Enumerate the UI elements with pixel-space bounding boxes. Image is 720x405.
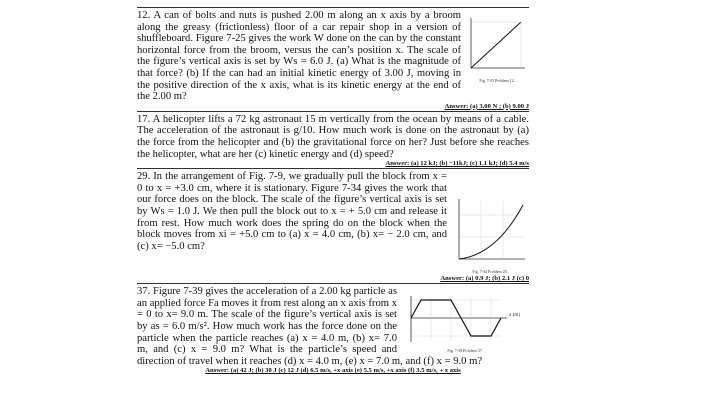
problem-12 — [137, 8, 529, 111]
figure-7-25 — [465, 12, 529, 82]
figure-7-39-caption: Fig. 7-39 Problem 37. — [447, 347, 483, 353]
problem-12-answer: Answer: (a) 3.00 N ; (b) 9.00 J — [444, 102, 529, 110]
problem-29-text: 29. In the arrangement of Fig. 7-9, we gradually pull the block from x = 0 to x = +3.0 cm, where it is stationary. Figure 7-34 gives the work that our force does on the block. The scale of the figure’s vertical axis is set by Ws = 1.0 J. We then pull the block out to x = + 5.0 cm and release it from rest. How much work does the spring do on the block when the block moves from xi = +5.0 cm to (a) x = 4.0 cm, (b) x= − 2.0 cm, and (c) x= −5.0 cm? — [137, 171, 447, 252]
document-page — [137, 7, 529, 375]
problem-29-answer: Answer: (a) 0.9 J; (b) 2.1 J (c) 0 — [440, 275, 529, 283]
problem-12-text: 12. A can of bolts and nuts is pushed 2.00 m along an x axis by a broom along the greasy (frictionless) floor of a car repair shop in a version of shuffleboard. Figure 7-25 gives the work W done on the can by the constant horizontal force from the broom, versus the can’s position x. The scale of the figure’s vertical axis is set by Ws = 6.0 J. (a) What is the magnitude of that force? (b) If the can had an initial kinetic energy of 3.00 J, moving in the positive direction of the x axis, what is its kinetic energy at the end of the 2.00 m? — [137, 10, 461, 103]
figure-7-25-caption: Fig. 7-25 Problem 12. — [479, 77, 515, 83]
figure-7-25-graph — [465, 12, 529, 74]
problem-17-answer: Answer: (a) 12 kJ; (b) −11kJ; (c) 1.1 kJ; (d) 5.4 m/s — [385, 160, 529, 168]
problem-37-text: 37. Figure 7-39 gives the acceleration of a 2.00 kg particle as an applied force Fa moves it from rest along an x axis from x = 0 to x= 9.0 m. The scale of the figure’s vertical axis is set by as = 6.0 m/s². How much work has the force done on the particle when the particle reaches (a) x = 4.0 m, (b) x= 7.0 m, and (c) x = 9.0 m? What is the particle’s speed and direction of travel when it reaches (d) x = 4.0 m, (e) x = 7.0 m, and (f) x = 9.0 m? — [137, 286, 483, 367]
figure-7-39-graph — [401, 292, 529, 344]
problem-37-answer: Answer: (a) 42 J; (b) 30 J (c) 12 J (d) 6.5 m/s, +x axis (e) 5.5 m/s, +x axis (f) 3.5 m/s, + x axis — [205, 367, 461, 375]
figure-7-34 — [451, 193, 529, 275]
figure-7-34-caption: Fig. 7-34 Problem 29. — [472, 268, 508, 274]
problem-17 — [137, 112, 529, 168]
problem-29 — [137, 169, 529, 283]
figure-7-39-axis-label: x (m) — [509, 313, 520, 319]
problem-37 — [137, 284, 529, 375]
figure-7-34-graph — [451, 193, 529, 265]
figure-7-39 — [401, 292, 529, 352]
problem-17-text: 17. A helicopter lifts a 72 kg astronaut 15 m vertically from the ocean by means of a cable. The acceleration of the astronaut is g/10. How much work is done on the astronaut by (a) the force from the helicopter and (b) the gravitational force on her? Just before she reaches the helicopter, what are her (c) kinetic energy and (d) speed? — [137, 113, 529, 160]
